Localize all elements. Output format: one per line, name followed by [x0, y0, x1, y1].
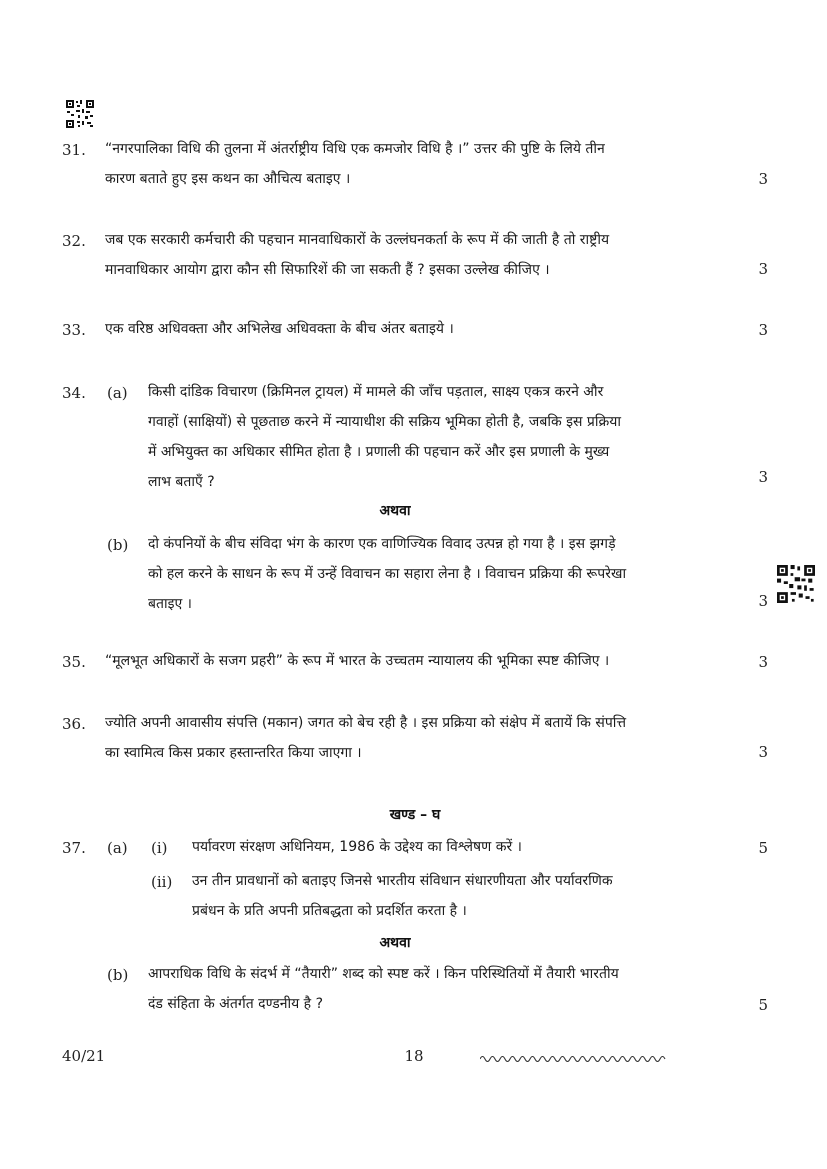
question-number: 37. — [62, 839, 86, 857]
text-line: का स्वामित्व किस प्रकार हस्तान्तरित किया जाएगा । — [105, 745, 362, 761]
text-line: मानवाधिकार आयोग द्वारा कौन सी सिफारिशें की जा सकती हैं ? इसका उल्लेख कीजिए । — [105, 262, 550, 278]
question-marks: 3 — [758, 321, 768, 339]
text-line: पर्यावरण संरक्षण अधिनियम, 1986 के उद्देश्य का विश्लेषण करें । — [192, 839, 522, 855]
question-marks: 3 — [758, 468, 768, 486]
or-heading: अथवा — [379, 503, 411, 519]
question-text — [105, 225, 725, 285]
wavy-line-icon — [480, 1050, 670, 1069]
or-heading: अथवा — [379, 935, 411, 951]
question-text — [105, 134, 725, 194]
part-label: (b) — [107, 966, 129, 984]
part-label: (b) — [107, 536, 129, 554]
question-marks: 3 — [758, 260, 768, 278]
question-marks: 5 — [758, 996, 768, 1014]
text-line: दंड संहिता के अंतर्गत दण्डनीय है ? — [148, 996, 323, 1012]
text-line: दो कंपनियों के बीच संविदा भंग के कारण एक वाणिज्यिक विवाद उत्पन्न हो गया है । इस झगड़े — [148, 536, 616, 552]
question-number: 32. — [62, 232, 86, 250]
question-text — [148, 529, 725, 619]
question-text — [105, 708, 725, 768]
text-line: किसी दांडिक विचारण (क्रिमिनल ट्रायल) में मामले की जाँच पड़ताल, साक्ष्य एकत्र करने और — [148, 384, 604, 400]
question-number: 35. — [62, 653, 86, 671]
question-text — [105, 314, 725, 344]
question-text — [192, 866, 725, 926]
text-line: प्रबंधन के प्रति अपनी प्रतिबद्धता को प्रदर्शित करता है । — [192, 903, 467, 919]
text-line: ज्योति अपनी आवासीय संपत्ति (मकान) जगत को बेच रही है । इस प्रक्रिया को संक्षेप में बतायें कि संपत्ति — [105, 715, 627, 731]
subpart-label: (i) — [151, 839, 168, 857]
question-marks: 3 — [758, 592, 768, 610]
question-number: 34. — [62, 384, 86, 402]
question-text — [148, 959, 725, 1019]
section-heading: खण्ड – घ — [389, 807, 441, 823]
question-text — [148, 377, 725, 497]
question-marks: 3 — [758, 743, 768, 761]
text-line: को हल करने के साधन के रूप में उन्हें विवाचन का सहारा लेना है । विवाचन प्रक्रिया की रूपरेखा — [148, 566, 627, 582]
question-marks: 5 — [758, 839, 768, 857]
qr-code-icon — [777, 565, 815, 603]
page-number: 18 — [404, 1047, 424, 1065]
part-label: (a) — [107, 839, 128, 857]
text-line: उन तीन प्रावधानों को बताइए जिनसे भारतीय संविधान संधारणीयता और पर्यावरणिक — [192, 873, 613, 889]
question-marks: 3 — [758, 653, 768, 671]
question-number: 33. — [62, 321, 86, 339]
text-line: एक वरिष्ठ अधिवक्ता और अभिलेख अधिवक्ता के बीच अंतर बताइये । — [105, 321, 454, 337]
text-line: लाभ बताएँ ? — [148, 474, 215, 490]
text-line: “नगरपालिका विधि की तुलना में अंतर्राष्ट्रीय विधि एक कमजोर विधि है ।” उत्तर की पुष्टि के लिये तीन — [105, 141, 605, 157]
question-marks: 3 — [758, 170, 768, 188]
text-line: गवाहों (साक्षियों) से पूछताछ करने में न्यायाधीश की सक्रिय भूमिका होती है, जबकि इस प्रक्रिया — [148, 414, 622, 430]
text-line: “मूलभूत अधिकारों के सजग प्रहरी” के रूप में भारत के उच्चतम न्यायालय की भूमिका स्पष्ट कीजिए । — [105, 653, 610, 669]
subpart-label: (ii) — [151, 873, 173, 891]
question-text — [105, 646, 725, 676]
qr-code-icon — [66, 100, 94, 128]
paper-code: 40/21 — [62, 1047, 106, 1065]
question-number: 31. — [62, 141, 86, 159]
text-line: जब एक सरकारी कर्मचारी की पहचान मानवाधिकारों के उल्लंघनकर्ता के रूप में की जाती है तो राष्ट्रीय — [105, 232, 610, 248]
text-line: बताइए । — [148, 596, 192, 612]
question-text — [192, 832, 725, 862]
question-number: 36. — [62, 715, 86, 733]
text-line: कारण बताते हुए इस कथन का औचित्य बताइए । — [105, 171, 351, 187]
part-label: (a) — [107, 384, 128, 402]
text-line: आपराधिक विधि के संदर्भ में “तैयारी” शब्द को स्पष्ट करें । किन परिस्थितियों में तैयारी भारतीय — [148, 966, 619, 982]
text-line: में अभियुक्त का अधिकार सीमित होता है । प्रणाली की पहचान करें और इस प्रणाली के मुख्य — [148, 444, 610, 460]
